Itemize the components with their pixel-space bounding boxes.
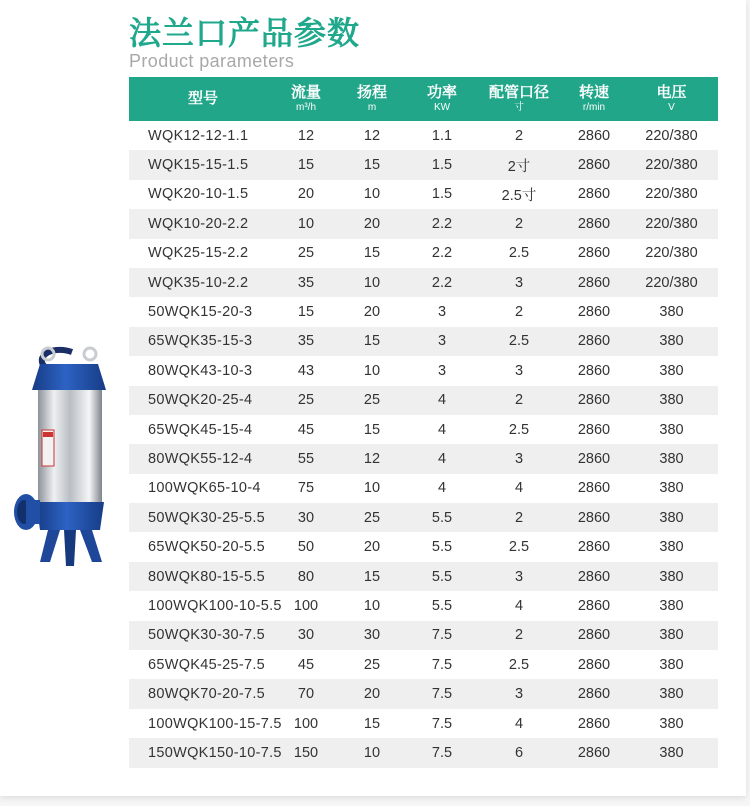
cell-flow: 55: [277, 444, 335, 473]
cell-power: 4: [437, 421, 447, 438]
cell-flow: 75: [297, 480, 315, 497]
cell-pipe-size: 4: [514, 715, 524, 732]
cell-voltage: 380: [659, 656, 684, 673]
table-row: [129, 503, 718, 532]
cell-head: 10: [335, 268, 409, 297]
table-row: [129, 474, 718, 503]
cell-speed: 2860: [563, 562, 625, 591]
cell-model: 80WQK70-20-7.5: [129, 679, 277, 708]
cell-head: 10: [363, 480, 381, 497]
table-row: [129, 591, 718, 620]
cell-head: 25: [335, 386, 409, 415]
table-row: [129, 268, 718, 297]
cell-pipe-size: 2: [514, 304, 524, 321]
cell-voltage: 380: [659, 539, 684, 556]
cell-head: 10: [363, 597, 381, 614]
cell-head: 12: [363, 127, 381, 144]
cell-power: 7.5: [409, 621, 475, 650]
cell-head: 10: [335, 738, 409, 767]
col-header-voltage: 电压 V: [625, 77, 718, 121]
cell-flow: 30: [277, 503, 335, 532]
cell-voltage: 380: [625, 503, 718, 532]
cell-head: 15: [363, 245, 381, 262]
cell-pipe-size: 2: [475, 386, 563, 415]
cell-speed: 2860: [577, 245, 611, 262]
table-row: [129, 709, 718, 738]
page-title: 法兰口产品参数: [129, 14, 361, 52]
cell-flow: 25: [297, 245, 315, 262]
cell-model: 100WQK100-15-7.5: [148, 715, 282, 732]
cell-head: 25: [363, 656, 381, 673]
cell-head: 10: [363, 186, 381, 203]
cell-power: 3: [437, 304, 447, 321]
cell-power: 7.5: [431, 656, 453, 673]
cell-speed: 2860: [563, 503, 625, 532]
cell-power: 5.5: [409, 503, 475, 532]
cell-flow: 35: [277, 268, 335, 297]
cell-flow: 50: [297, 539, 315, 556]
cell-speed: 2860: [563, 444, 625, 473]
table-row: [129, 562, 718, 591]
cell-head: 12: [335, 444, 409, 473]
table-row: [129, 532, 718, 561]
cell-voltage: 380: [625, 386, 718, 415]
cell-power: 4: [437, 480, 447, 497]
cell-flow: 150: [277, 738, 335, 767]
table-row: [129, 121, 718, 150]
cell-pipe-size: 3: [475, 562, 563, 591]
cell-model: 50WQK15-20-3: [148, 304, 253, 321]
cell-power: 7.5: [409, 738, 475, 767]
cell-flow: 12: [297, 127, 315, 144]
cell-pipe-size: 2: [475, 621, 563, 650]
cell-speed: 2860: [577, 656, 611, 673]
cell-flow: 15: [277, 150, 335, 179]
cell-head: 15: [363, 421, 381, 438]
cell-model: 50WQK30-30-7.5: [129, 621, 277, 650]
cell-pipe-size: 2.5: [475, 327, 563, 356]
cell-speed: 2860: [577, 480, 611, 497]
cell-model: 80WQK55-12-4: [129, 444, 277, 473]
cell-speed: 2860: [563, 621, 625, 650]
cell-power: 2.2: [409, 209, 475, 238]
cell-model: 65WQK35-15-3: [129, 327, 277, 356]
cell-pipe-size: 3: [475, 268, 563, 297]
cell-flow: 35: [277, 327, 335, 356]
cell-pipe-size: 2: [475, 209, 563, 238]
cell-power: 7.5: [431, 715, 453, 732]
cell-flow: 30: [277, 621, 335, 650]
cell-flow: 70: [277, 679, 335, 708]
cell-head: 25: [335, 503, 409, 532]
cell-head: 20: [363, 539, 381, 556]
cell-power: 2.2: [431, 245, 453, 262]
cell-speed: 2860: [577, 539, 611, 556]
cell-flow: 43: [297, 362, 315, 379]
cell-flow: 100: [293, 715, 319, 732]
cell-speed: 2860: [563, 679, 625, 708]
cell-power: 5.5: [409, 562, 475, 591]
cell-pipe-size: 6: [475, 738, 563, 767]
cell-power: 4: [409, 444, 475, 473]
cell-speed: 2860: [577, 127, 611, 144]
table-row: [129, 180, 718, 209]
page-subtitle: Product parameters: [129, 51, 295, 71]
cell-speed: 2860: [577, 362, 611, 379]
table-row: [129, 679, 718, 708]
cell-power: 1.5: [409, 150, 475, 179]
cell-voltage: 220/380: [645, 186, 698, 203]
pump-cap-shape: [32, 364, 106, 390]
cell-model: 80WQK80-15-5.5: [129, 562, 277, 591]
cell-pipe-size: 2寸: [475, 150, 563, 179]
cell-model: WQK20-10-1.5: [148, 186, 249, 203]
cell-model: 65WQK50-20-5.5: [148, 539, 266, 556]
col-header-pipe-size: 配管口径 寸: [475, 77, 563, 121]
cell-voltage: 380: [625, 679, 718, 708]
cell-voltage: 380: [659, 480, 684, 497]
col-header-power: 功率 KW: [409, 77, 475, 121]
table-row: [129, 738, 718, 767]
cell-power: 1.1: [431, 127, 453, 144]
cell-flow: 10: [277, 209, 335, 238]
cell-head: 20: [335, 679, 409, 708]
cell-flow: 20: [297, 186, 315, 203]
cell-model: 50WQK30-25-5.5: [129, 503, 277, 532]
cell-model: WQK35-10-2.2: [129, 268, 277, 297]
cell-model: WQK10-20-2.2: [129, 209, 277, 238]
cell-flow: 25: [277, 386, 335, 415]
cell-voltage: 220/380: [625, 209, 718, 238]
cell-head: 15: [335, 562, 409, 591]
cell-voltage: 380: [659, 362, 684, 379]
cell-voltage: 380: [625, 738, 718, 767]
cell-pipe-size: 2.5: [508, 245, 530, 262]
cell-flow: 45: [297, 656, 315, 673]
cell-model: 80WQK43-10-3: [148, 362, 253, 379]
cell-voltage: 220/380: [645, 127, 698, 144]
cell-voltage: 380: [625, 621, 718, 650]
cell-voltage: 380: [659, 715, 684, 732]
cell-model: 100WQK100-10-5.5: [148, 597, 282, 614]
cell-head: 15: [363, 715, 381, 732]
table-header-row: [129, 77, 718, 121]
table-row: [129, 444, 718, 473]
cell-pipe-size: 2.5: [508, 539, 530, 556]
spec-table: [129, 77, 718, 768]
cell-model: WQK25-15-2.2: [148, 245, 249, 262]
cell-voltage: 220/380: [645, 245, 698, 262]
cell-voltage: 220/380: [625, 268, 718, 297]
cell-flow: 15: [297, 304, 315, 321]
table-row: [129, 297, 718, 326]
cell-pipe-size: 3: [475, 679, 563, 708]
col-header-model: 型号: [129, 77, 277, 121]
table-row: [129, 356, 718, 385]
table-row: [129, 239, 718, 268]
table-row: [129, 386, 718, 415]
cell-pipe-size: 2.5寸: [501, 187, 537, 204]
cell-voltage: 380: [659, 304, 684, 321]
cell-speed: 2860: [563, 209, 625, 238]
cell-speed: 2860: [563, 327, 625, 356]
cell-model: 50WQK20-25-4: [129, 386, 277, 415]
cell-model: WQK15-15-1.5: [129, 150, 277, 179]
cell-head: 20: [335, 209, 409, 238]
cell-head: 10: [363, 362, 381, 379]
cell-pipe-size: 2: [514, 127, 524, 144]
cell-pipe-size: 3: [475, 444, 563, 473]
cell-model: 65WQK45-25-7.5: [148, 656, 266, 673]
cell-speed: 2860: [577, 186, 611, 203]
cell-power: 1.5: [431, 186, 453, 203]
cell-speed: 2860: [563, 738, 625, 767]
submersible-pump-image: [10, 340, 128, 570]
table-row: [129, 415, 718, 444]
cell-pipe-size: 2: [475, 503, 563, 532]
cell-voltage: 380: [659, 421, 684, 438]
cell-speed: 2860: [577, 715, 611, 732]
cell-model: WQK12-12-1.1: [148, 127, 249, 144]
cell-speed: 2860: [563, 150, 625, 179]
cell-power: 5.5: [431, 539, 453, 556]
cell-flow: 100: [293, 597, 319, 614]
cell-pipe-size: 4: [514, 480, 524, 497]
col-header-head: 扬程 m: [335, 77, 409, 121]
cell-pipe-size: 4: [514, 597, 524, 614]
cell-model: 150WQK150-10-7.5: [129, 738, 277, 767]
cell-power: 5.5: [431, 597, 453, 614]
cell-power: 4: [409, 386, 475, 415]
cell-power: 7.5: [409, 679, 475, 708]
cell-pipe-size: 3: [514, 362, 524, 379]
table-row: [129, 621, 718, 650]
col-header-flow: 流量 m³/h: [277, 77, 335, 121]
cell-voltage: 380: [659, 597, 684, 614]
cell-head: 15: [335, 150, 409, 179]
cell-model: 65WQK45-15-4: [148, 421, 253, 438]
cell-flow: 45: [297, 421, 315, 438]
col-header-speed: 转速 r/min: [563, 77, 625, 121]
cell-head: 30: [335, 621, 409, 650]
cell-pipe-size: 2.5: [508, 421, 530, 438]
cell-voltage: 380: [625, 562, 718, 591]
cell-model: 100WQK65-10-4: [148, 480, 261, 497]
cell-pipe-size: 2.5: [508, 656, 530, 673]
table-row: [129, 150, 718, 179]
cell-power: 3: [409, 327, 475, 356]
table-row: [129, 650, 718, 679]
cell-head: 20: [363, 304, 381, 321]
cell-speed: 2860: [563, 268, 625, 297]
cell-voltage: 380: [625, 327, 718, 356]
cell-speed: 2860: [577, 421, 611, 438]
table-row: [129, 209, 718, 238]
cell-voltage: 380: [625, 444, 718, 473]
cell-flow: 80: [277, 562, 335, 591]
table-row: [129, 327, 718, 356]
cell-power: 2.2: [409, 268, 475, 297]
cell-head: 15: [335, 327, 409, 356]
cell-voltage: 220/380: [625, 150, 718, 179]
cell-speed: 2860: [563, 386, 625, 415]
cell-speed: 2860: [577, 597, 611, 614]
cell-speed: 2860: [577, 304, 611, 321]
cell-power: 3: [437, 362, 447, 379]
